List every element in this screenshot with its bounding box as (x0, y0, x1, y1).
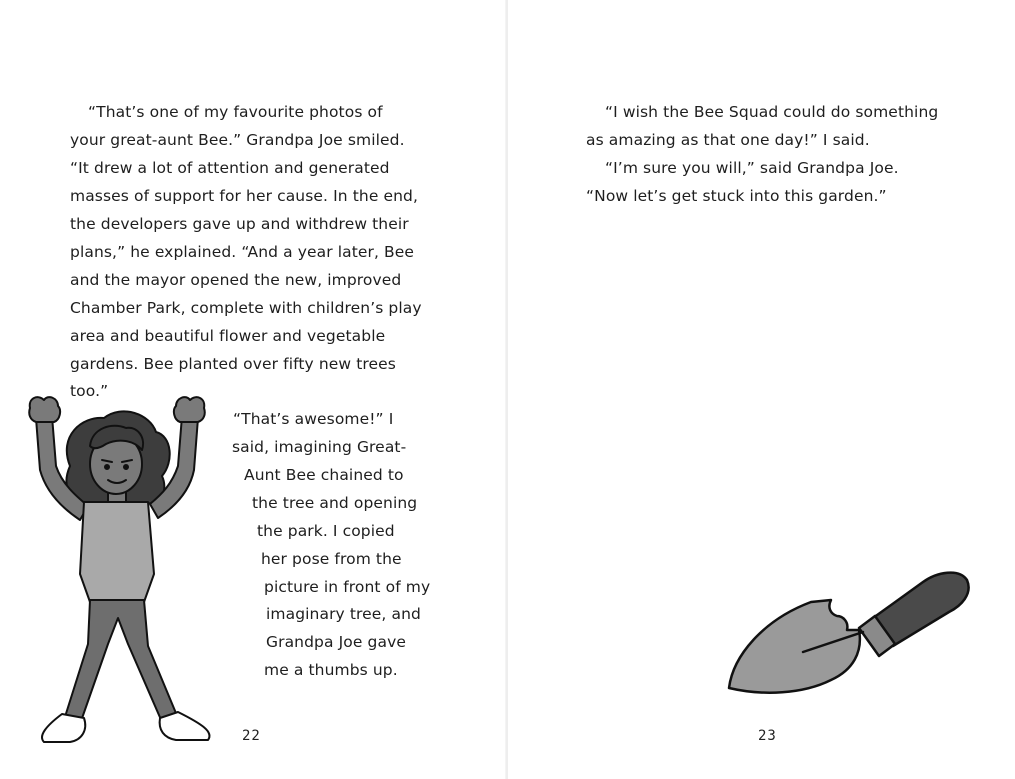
right-page (508, 0, 1015, 779)
text-line: “I wish the Bee Squad could do something (605, 103, 939, 121)
text-line: plans,” he explained. “And a year later, Bee (70, 243, 415, 261)
text-line: as amazing as that one day!” I said. (586, 131, 870, 149)
wrapped-text-line: said, imagining Great- (232, 438, 407, 456)
text-line: area and beautiful flower and vegetable (70, 327, 386, 345)
text-line: gardens. Bee planted over fifty new trees (70, 355, 396, 373)
text-line: masses of support for her cause. In the end, (70, 187, 419, 205)
garden-trowel-illustration (723, 560, 973, 700)
wrapped-text-line: picture in front of my (264, 578, 431, 596)
page-number: 22 (242, 728, 261, 744)
text-line: and the mayor opened the new, improved (70, 271, 402, 289)
wrapped-text-line: me a thumbs up. (264, 661, 398, 679)
text-line: the developers gave up and withdrew their (70, 215, 409, 233)
wrapped-text-line: the park. I copied (257, 522, 395, 540)
wrapped-text-line: Aunt Bee chained to (244, 466, 404, 484)
left-page (0, 0, 507, 779)
wrapped-text-line: her pose from the (261, 550, 402, 568)
text-line: your great-aunt Bee.” Grandpa Joe smiled. (70, 131, 405, 149)
page-number: 23 (758, 728, 777, 744)
text-line: “That’s one of my favourite photos of (88, 103, 383, 121)
wrapped-text-line: the tree and opening (252, 494, 418, 512)
text-line: Chamber Park, complete with children’s play (70, 299, 422, 317)
wrapped-text-line: imaginary tree, and (266, 605, 421, 623)
girl-arms-raised-illustration (22, 396, 222, 748)
wrapped-text-line: “That’s awesome!” I (233, 410, 394, 428)
text-line: too.” (70, 382, 109, 400)
text-line: “Now let’s get stuck into this garden.” (586, 187, 887, 205)
wrapped-text-line: Grandpa Joe gave (266, 633, 406, 651)
text-line: “I’m sure you will,” said Grandpa Joe. (605, 159, 899, 177)
text-line: “It drew a lot of attention and generated (70, 159, 390, 177)
